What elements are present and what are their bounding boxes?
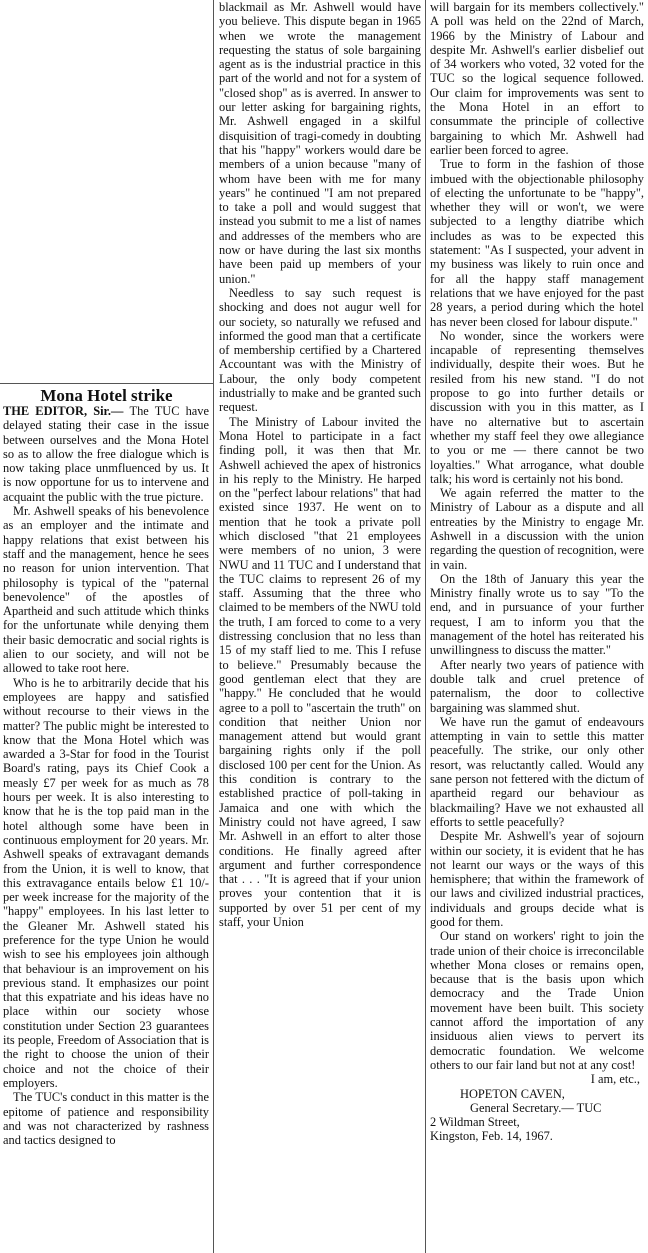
paragraph: On the 18th of January this year the Ministry finally wrote us to say "To the end, and in pursuance of your further request, I am to inform you that the management of the hotel has reiterated his unwillingness to discuss the matter." bbox=[430, 571, 644, 658]
column-rule-1 bbox=[213, 0, 214, 1253]
paragraph: Our stand on workers' right to join the trade union of their choice is irreconcilable whether Mona closes or remains open, because that is the basis upon which democracy and the Trade Union movement have been built. This society cannot afford the importation of any insiduous alien views to pervert its democratic foundation. We welcome others to our fair land but not at any cost! bbox=[430, 929, 644, 1072]
headline-rule bbox=[0, 383, 213, 384]
paragraph: The TUC's conduct in this matter is the epitome of patience and responsibility and was not characterized by rashness and tactics designed to bbox=[3, 1090, 209, 1148]
headline: Mona Hotel strike bbox=[40, 386, 173, 405]
paragraph: True to form in the fashion of those imbued with the objectionable philosophy of electing the unfortunate to be "happy", whether they will or won't, we were subjected to a lengthy diatribe which includes as was to be expected this statement: "As I suspected, your advent in my business was likely to ruin once and for all the happy staff management relations that we have enjoyed for the past 28 years, a period during which the hotel has never been closed for labour dispute." bbox=[430, 157, 644, 329]
paragraph: We again referred the matter to the Ministry of Labour as a dispute and all entreaties by the Ministry to engage Mr. Ashwell in a discussion with the union regarding the question of recognition, were in vain. bbox=[430, 486, 644, 572]
address-line: Kingston, Feb. 14, 1967. bbox=[430, 1129, 553, 1144]
signer-name: HOPETON CAVEN, bbox=[460, 1086, 565, 1101]
paragraph: The Ministry of Labour invited the Mona Hotel to participate in a fact finding poll, it was then that Mr. Ashwell achieved the apex of histronics in his reply to the Ministry. He harped on the "perfect labour relations" that had existed since 1937. He went on to mention that he took a private poll which disclosed "that 21 employees were members of no union, 3 were NWU and 11 TUC and I understand that the TUC claims to represent 26 of my staff. Assuming that the three who claimed to be members of the NWU told the truth, I am forced to come to a very distressing conclusion that no less than 15 of my staff lied to me. This I refuse to believe." Presumably because the good gentleman elect that they are "happy." He concluded that he would agree to a poll to "ascertain the truth" on condition that neither Union nor management attend but would grant bargaining rights only if the poll disclosed 100 per cent for the Union. As this condition is contrary to the established practice of poll-taking in Jamaica and one with which the Ministry could not have agreed, I saw Mr. Ashwell in an effort to alter those conditions. He finally agreed after argument and further correspondence that . . . "It is agreed that if your union proves your contention that it is supported by over 51 per cent of my staff, your Union bbox=[219, 414, 421, 929]
signature-block bbox=[430, 1072, 644, 1143]
column-1 bbox=[3, 404, 209, 1253]
paragraph: Needless to say such request is shocking and does not augur well for our society, so naturally we refused and informed the good man that a certificate of membership certified by a Chartered Accountant was with the Ministry of Labour, the only body competent industrially to make and be granted such request. bbox=[219, 285, 421, 415]
paragraph: will bargain for its members collectively." A poll was held on the 22nd of March, 1966 by the Ministry of Labour and despite Mr. Ashwell's earlier disbelief out of 34 workers who voted, 32 voted for the TUC so the logical sequence followed. Our claim for improvements was sent to the Mona Hotel in an effort to consummate the principle of collective bargaining to which Mr. Ashwell had earlier been forced to agree. bbox=[430, 0, 644, 157]
paragraph: Mr. Ashwell speaks of his benevolence as an employer and the intimate and happy relations that exist between his staff and the management, hence he sees no reason for union intervention. That philosophy is typical of the "paternal benevolence" of the apostles of Apartheid and such attitude which thinks for the unfortunate while denying them their basic democratic and social rights is alien to our society, and will not be allowed to take root here. bbox=[3, 504, 209, 676]
paragraph: THE EDITOR, Sir.— The TUC have delayed stating their case in the issue between ourselves and the Mona Hotel so as to allow the free dialogue which is now taking place unmfluenced by us. It is now opportune for us to intervene and acquaint the public with the true picture. bbox=[3, 404, 209, 504]
column-3 bbox=[430, 0, 644, 1253]
signer-title: General Secretary.— TUC bbox=[470, 1100, 602, 1115]
paragraph: Who is he to arbitrarily decide that his employees are happy and satisfied without recourse to their views in the matter? The public might be interested to know that the Mona Hotel which was awarded a 3-Star for food in the Tourist Board's rating, pays its Chief Cook a measly £7 per week for as much as 78 hours per week. It is also interesting to know that he is the top paid man in the hotel although some have been in continuous employment for 20 years. Mr. Ashwell speaks of extravagant demands from the Union, it is well to know, that this extravagance entails below £1 10/- per week increase for the majority of the "happy" employees. In his last letter to the Gleaner Mr. Ashwell stated his preference for the type Union he would wish to see his employees join although that behaviour is an improvement on his previous stand. It emphasizes our point that this expatriate and his ideas have no place within our society whose constitution under Section 23 guarantees its people, Freedom of Association that is the right to choose the union of their choice and not the choice of their employers. bbox=[3, 675, 209, 1090]
column-2 bbox=[219, 0, 421, 1253]
address-line: 2 Wildman Street, bbox=[430, 1115, 520, 1130]
paragraph: No wonder, since the workers were incapable of representing themselves individually, despite their woes. But he resiled from his new stand. "I do not propose to go into further details or discussion with you in this matter, as I have no alternative but to ascertain whether my staff feel they owe allegiance to you or me — there cannot be two loyalties." What arrogance, what double talk; his word is certainly not his bond. bbox=[430, 328, 644, 486]
paragraph: We have run the gamut of endeavours attempting in vain to settle this matter peacefully. The strike, our only other resort, was reluctantly called. Would any sane person not fettered with the dictum of apartheid regard our behaviour as blackmailing? Have we not exhausted all efforts to settle peacefully? bbox=[430, 714, 644, 829]
salutation: THE EDITOR, Sir.— bbox=[3, 404, 130, 418]
closing: I am, etc., bbox=[590, 1072, 640, 1087]
paragraph: blackmail as Mr. Ashwell would have you believe. This dispute began in 1965 when we wrote the management requesting the status of sole bargaining agent as is the industrial practice in this part of the world and not for a system of "closed shop" as is averred. In answer to our letter asking for bargaining rights, Mr. Ashwell engaged in a skilful disquisition of tragi-comedy in doubting that his "happy" workers would dare be members of a union because "many of whom have been with me for many years" he continued "I am not prepared to take a poll and would suggest that instead you submit to me a list of names and addresses of the members who are now or have during the last six months have been paid up members of your union." bbox=[219, 0, 421, 286]
paragraph: Despite Mr. Ashwell's year of sojourn within our society, it is evident that he has not learnt our ways or the ways of this hemisphere; that within the framework of our laws and civilized industrial practices, individuals and groups decide what is good for them. bbox=[430, 829, 644, 929]
column-rule-2 bbox=[425, 0, 426, 1253]
paragraph: After nearly two years of patience with double talk and cruel pretence of paternalism, the door to collective bargaining was slammed shut. bbox=[430, 657, 644, 715]
